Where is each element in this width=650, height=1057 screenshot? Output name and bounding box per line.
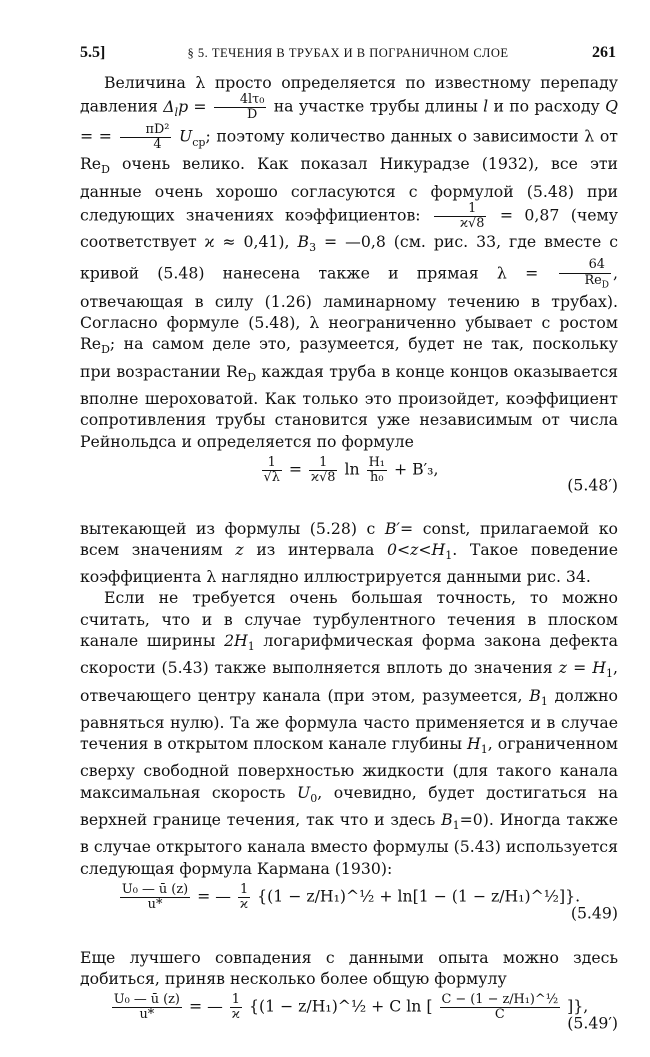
paragraph-2: вытекающей из формулы (5.28) с B′= const, прилагаемой ко всем значениям z из интервала $0<z<H_1$. Такое поведение коэффициента λ наглядно иллюстрируется данными рис. 34. [80,518,618,587]
equation-5-49-prime: $\frac{\text{U₀ — ū (z)}}{u*}$ = — $\frac{1}{ϰ}$ {(1 − z/H₁)^½ + C ln [ $\frac{\text{C − (1 − z/H₁)\textasciicircum{}½}}{C}$ ]}, (5.49′) [113,992,618,1033]
paragraph-3: Если не требуется очень большая точность, то можно считать, что и в случае турбулентного течения в плоском канале ширины $2H_1$ логарифмическая форма закона дефекта скорости (5.43) также выполняется вплоть до значения $z = H_1$, отвечающего центру канала (при этом, разумеется, $B_1$ должно равняться нулю). Та же формула часто применяется и в случае течения в открытом плоском канале глубины $H_1$, ограниченном сверху свободной поверхностью жидкости (для такого канала максимальная скорость $U_0$, очевидно, будет достигаться на верхней границе течения, так что и здесь $B_1=0$). Иногда также в случае открытого канала вместо формулы (5.43) используется следующая формула Кармана (1930): [80,588,618,878]
fraction-1-over-kappa-sqrt8: $\frac{1}{ϰ√8}$ [434,202,486,231]
equation-number: (5.48′) [567,475,618,495]
running-header [80,44,616,66]
page-number: 261 [592,44,616,61]
running-title: § 5. ТЕЧЕНИЯ В ТРУБАХ И В ПОГРАНИЧНОМ СЛОЕ [187,46,509,60]
equation-5-48-prime: $\frac{1}{√\lambda}$ = $\frac{1}{ϰ√8}$ ln $\frac{\text{H₁}}{\text{h₀}}$ + B′₃, (5.48′) [263,454,618,495]
paragraph-1: Величина λ просто определяется по известному перепаду давления $\Delta_lp$ = $\frac{\text{4lτ₀}}{D}$ на участке трубы длины l и по расходу Q = = $\frac{\text{πD²}}{4}$ $U_{ср}$; поэтому количество данных о зависимости λ от $Re_D$ очень велико. Как показал Никурадзе (1932), все эти данные очень хорошо согласуются с формулой (5.48) при следующих значениях коэффициентов: $\frac{1}{ϰ√8}$ = 0,87 (чему соответствует ϰ ≈ 0,41), $B_3$ = —0,8 (см. рис. 33, где вместе с кривой (5.48) нанесена также и прямая λ = $\frac{64}{Re_D}$ , отвечающая в силу (1.26) ламинарному течению в трубах). Согласно формуле (5.48), λ неограниченно убывает с ростом $Re_D$; на самом деле это, разумеется, будет не так, поскольку при возрастании $Re_D$ каждая труба в конце концов оказывается вполне шероховатой. Как только это произойдет, коэффициент сопротивления трубы становится уже независимым от числа Рейнольдса и определяется по формуле [80,73,619,451]
section-number: 5.5] [80,44,106,61]
fraction-piD2-over-4: $\frac{\text{πD²}}{4}$ [120,123,172,152]
paragraph-4: Еще лучшего совпадения с данными опыта можно здесь добиться, приняв несколько более общую формулу [80,947,618,988]
equation-number: (5.49′) [567,1013,618,1033]
delta-p: $\Delta_lp$ = [163,96,207,119]
fraction-4ltau-over-D: $\frac{\text{4lτ₀}}{D}$ [214,93,267,122]
fraction-64-over-Re: $\frac{64}{Re_D}$ [559,258,612,291]
equation-5-49: $\frac{\text{U₀ — ū (z)}}{u*}$ = — $\frac{1}{ϰ}$ {(1 − z/H₁)^½ + ln[1 − (1 − z/H₁)^½]}. (5.49) [121,881,618,923]
body-text [80,72,618,1057]
equation-number: (5.49) [570,903,618,923]
